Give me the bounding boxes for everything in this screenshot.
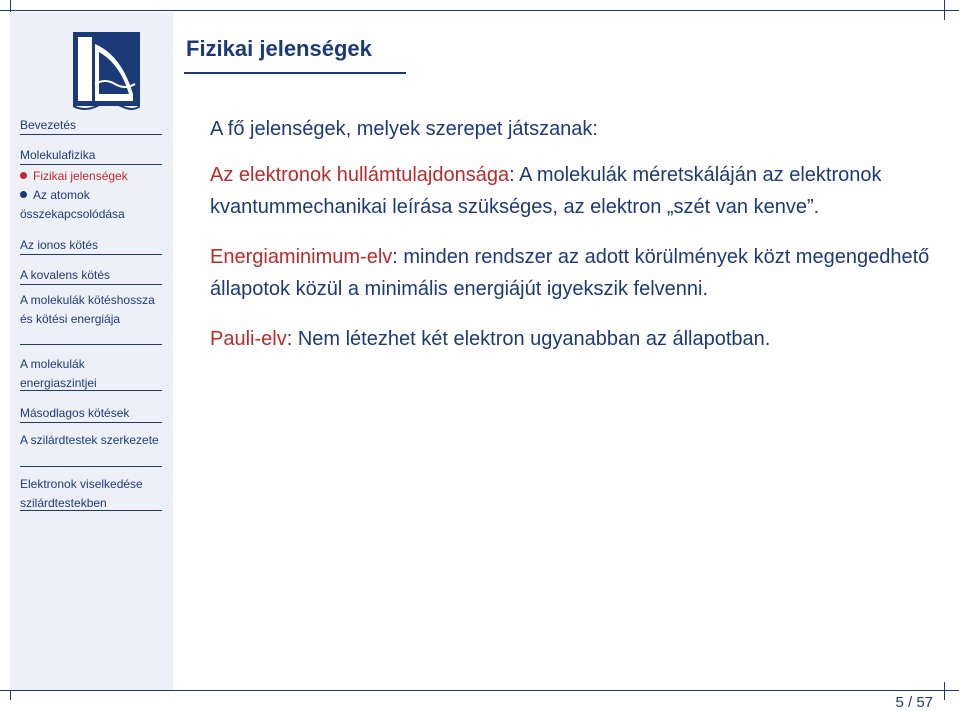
sidebar-divider	[20, 422, 162, 423]
sidebar-item-energiaszintjei[interactable]: A molekulák energiaszintjei	[20, 357, 97, 390]
slide-content	[210, 113, 930, 373]
sidebar-divider	[20, 390, 162, 391]
sidebar	[10, 12, 173, 690]
sidebar-item-molekulafizika[interactable]: Molekulafizika	[20, 148, 96, 162]
intro-text: A fő jelenségek, melyek szerepet játszanak:	[210, 118, 598, 140]
sidebar-item-bevezetes[interactable]: Bevezetés	[20, 118, 77, 132]
sidebar-divider	[20, 466, 162, 467]
sidebar-divider	[20, 254, 162, 255]
term-description: : A molekulák méretskáláján az elektronok kvantummechanikai leírása szükséges, az elektron „szét van kenve”.	[210, 164, 882, 218]
page-title: Fizikai jelenségek	[186, 36, 372, 61]
frame-top-line	[0, 10, 959, 11]
sidebar-item-fizikai-jelensegek[interactable]: Fizikai jelenségek	[20, 167, 128, 186]
sidebar-divider	[20, 284, 162, 285]
list-item	[210, 159, 930, 223]
sidebar-item-elektronok-viselkedese[interactable]: Elektronok viselkedése szilárdtestekben	[20, 477, 143, 510]
red-bullet-icon	[20, 172, 27, 179]
sidebar-item-ionos-kotes[interactable]: Az ionos kötés	[20, 238, 99, 252]
sidebar-divider	[20, 344, 162, 345]
term-highlight: Energiaminimum-elv	[210, 246, 393, 268]
term-description: : Nem létezhet két elektron ugyanabban az állapotban.	[286, 328, 771, 350]
sidebar-item-szilardtestek-szerkezete[interactable]: A szilárdtestek szerkezete	[20, 433, 159, 447]
sidebar-item-atomok-osszekapcsolodasa[interactable]: Az atomok összekapcsolódása	[20, 188, 125, 221]
page-number: 5 / 57	[895, 694, 933, 711]
sidebar-item-kovalens-kotes[interactable]: A kovalens kötés	[20, 268, 111, 282]
sidebar-item-kotes-hossza[interactable]: A molekulák kötéshossza és kötési energiája	[20, 293, 155, 326]
term-description: : minden rendszer az adott körülmények közt megengedhető állapotok közül a minimális energiájút igyekszik felvenni.	[210, 246, 930, 300]
sidebar-divider	[20, 164, 162, 165]
term-highlight: Pauli-elv	[210, 328, 287, 350]
sidebar-item-masodlagos-kotesek[interactable]: Másodlagos kötések	[20, 406, 130, 420]
list-item	[210, 323, 930, 355]
sidebar-divider	[20, 134, 162, 135]
term-highlight: Az elektronok hullámtulajdonsága	[210, 164, 510, 186]
university-logo-icon	[73, 32, 140, 112]
frame-right-tick-top	[944, 0, 945, 20]
sidebar-divider	[20, 510, 162, 511]
frame-bottom-line	[0, 690, 959, 691]
blue-bullet-icon	[20, 191, 27, 198]
list-item	[210, 241, 930, 305]
title-underline	[184, 72, 406, 74]
frame-right-tick-bottom	[944, 682, 945, 700]
